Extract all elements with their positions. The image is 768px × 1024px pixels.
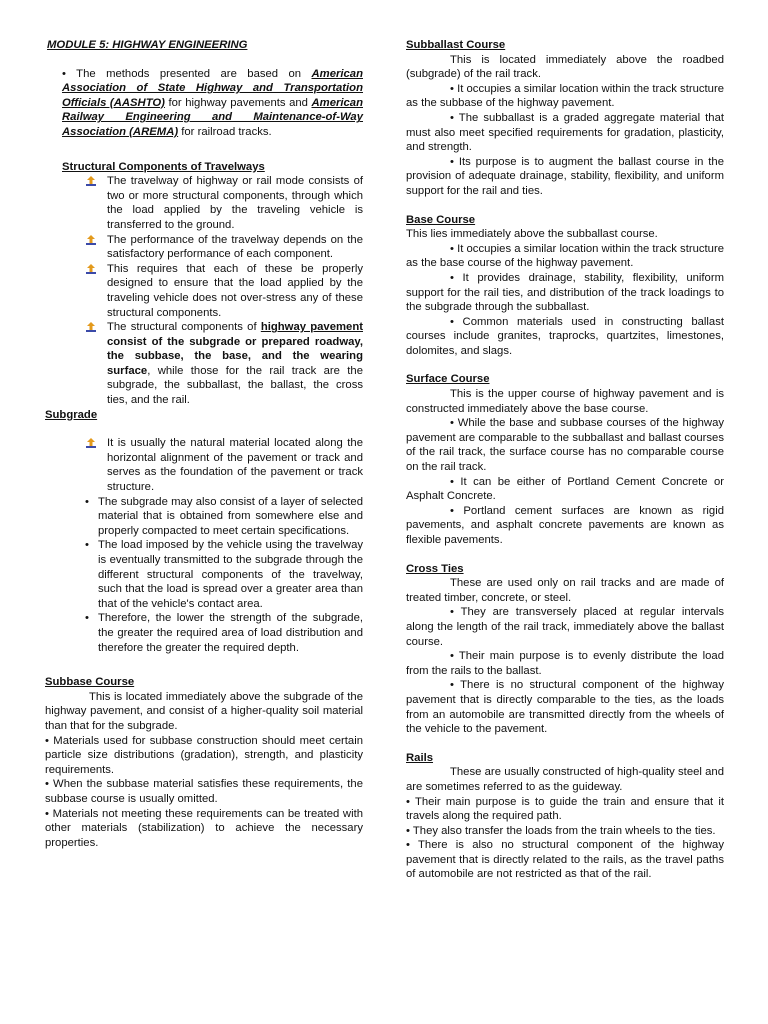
surface-bullet: • While the base and subbase courses of the highway pavement are comparable to the subballast and ballast courses of the rail track, the surface course has no comparable course on the rail track. [406, 417, 724, 474]
surface-heading: Surface Course [406, 373, 490, 386]
arrow-bullet-icon [85, 263, 97, 275]
subballast-bullet: • Its purpose is to augment the ballast course in the provision of adequate drainage, stability, flexibility, and uniform support for the rail and ties. [406, 155, 724, 197]
rails-bullet: • Their main purpose is to guide the train and ensure that it travels along the required path. [406, 795, 724, 823]
list-item: • The load imposed by the vehicle using the travelway is eventually transmitted to the subgrade through the different structural components of the travelway, such that the load is spread over a greater area than that of the vehicle's contact area. [98, 538, 363, 611]
list-item: This requires that each of these be properly designed to ensure that the load applied by the traveling vehicle does not over-stress any of these structural components. [107, 262, 363, 320]
highway-pavement-link[interactable]: highway pavement [260, 321, 363, 334]
subballast-bullet: • The subballast is a graded aggregate material that must also meet specified requirements for gradation, plasticity, and strength. [406, 111, 724, 154]
subgrade-arrow-list [45, 436, 363, 494]
arrow-bullet-icon [85, 321, 97, 333]
base-bullet: • Common materials used in constructing ballast courses include granites, traprocks, quartzites, limestones, dolomites, and slags. [406, 315, 724, 357]
rails-heading: Rails [406, 751, 434, 764]
left-column [45, 38, 363, 850]
arrow-bullet-icon [85, 175, 97, 187]
cross-ties-bullet: • Their main purpose is to evenly distribute the load from the rails to the ballast. [406, 650, 724, 677]
cross-ties-bullet: • They are transversely placed at regular intervals along the length of the rail track, immediately above the ballast course. [406, 606, 724, 648]
rails-bullet: • There is also no structural component of the highway pavement that is directly related to the rails, as the travel paths of automobile are not restricted as that of the rail. [406, 839, 724, 881]
structural-heading: Structural Components of Travelways [62, 160, 265, 173]
arrow-bullet-icon [85, 234, 97, 246]
base-bullet: • It provides drainage, stability, flexibility, uniform support for the rail ties, and distribution of the track loadings to the subgrade through the subballast. [406, 271, 724, 314]
subbase-bullet: • When the subbase material satisfies these requirements, the subbase course is usually omitted. [45, 778, 363, 805]
subgrade-heading: Subgrade [45, 408, 98, 421]
cross-ties-heading: Cross Ties [406, 562, 464, 575]
aashto-link[interactable]: American Association of State Highway and Transportation Officials (AASHTO) [62, 67, 363, 109]
subbase-bullet: • Materials not meeting these requirements can be treated with other materials (stabilization) to achieve the necessary properties. [45, 807, 363, 849]
subballast-heading: Subballast Course [406, 39, 506, 51]
cross-ties-paragraph: These are used only on rail tracks and are made of treated timber, concrete, or steel. [406, 577, 724, 604]
list-item: It is usually the natural material located along the horizontal alignment of the pavement or track and serves as the foundation of the pavement or track structure. [107, 436, 363, 494]
cross-ties-bullet: • There is no structural component of the highway pavement that is directly comparable to the ties, as the loads from an automobile are transmitted directly from the wheels of the vehicle to the pavement. [406, 679, 724, 736]
list-item: • The subgrade may also consist of a layer of selected material that is obtained from somewhere else and properly compacted to meet certain specifications. [98, 495, 363, 539]
subbase-bullet: • Materials used for subbase construction should meet certain particle size distributions (gradation), strength, and plasticity requirements. [45, 734, 363, 776]
structural-list [45, 174, 363, 408]
rails-paragraph: These are usually constructed of high-quality steel and are sometimes referred to as the guideway. [406, 766, 724, 793]
subballast-bullet: • It occupies a similar location within the track structure as the subbase of the highway pavement. [406, 82, 724, 110]
rails-bullet: • They also transfer the loads from the train wheels to the ties. [406, 824, 716, 837]
base-heading: Base Course [406, 213, 476, 226]
arrow-bullet-icon [85, 437, 97, 449]
subgrade-bullets-2 [45, 538, 363, 655]
base-paragraph: This lies immediately above the subballast course. [406, 228, 658, 241]
subbase-heading: Subbase Course [45, 676, 135, 689]
list-item: The performance of the travelway depends on the satisfactory performance of each component. [107, 233, 363, 262]
subgrade-bullets [45, 495, 363, 539]
arema-link[interactable]: American Railway Engineering and Maintenance-of-Way Association (AREMA) [62, 96, 363, 138]
surface-bullet: • It can be either of Portland Cement Concrete or Asphalt Concrete. [406, 475, 724, 503]
subbase-paragraph: This is located immediately above the subgrade of the highway pavement, and consist of a higher-quality soil material than that for the subgrade. [45, 690, 363, 732]
surface-bullet: • Portland cement surfaces are known as rigid pavements, and asphalt concrete pavements are known as flexible pavements. [406, 504, 724, 546]
right-column [406, 38, 724, 882]
module-title: MODULE 5: HIGHWAY ENGINEERING [47, 39, 248, 51]
subballast-paragraph: This is located immediately above the roadbed (subgrade) of the rail track. [406, 53, 724, 81]
surface-paragraph: This is the upper course of highway pavement and is constructed immediately above the base course. [406, 388, 724, 415]
intro-paragraph: • The methods presented are based on American Association of State Highway and Transportation Officials (AASHTO) for highway pavements and American Railway Engineering and Maintenance-of-Way Association (AREMA) for railroad tracks. [62, 67, 363, 138]
list-item: The structural components of highway pavement consist of the subgrade or prepared roadway, the subbase, the base, and the wearing surface, while those for the rail track are the subgrade, the subballast, the ballast, the cross ties, and the rail. [107, 320, 363, 408]
list-item: The travelway of highway or rail mode consists of two or more structural components, through which the load applied by the traveling vehicle is transferred to the ground. [107, 174, 363, 232]
base-bullet: • It occupies a similar location within the track structure as the base course of the highway pavement. [406, 242, 724, 270]
list-item: • Therefore, the lower the strength of the subgrade, the greater the required area of load distribution and therefore the greater the required depth. [98, 611, 363, 655]
